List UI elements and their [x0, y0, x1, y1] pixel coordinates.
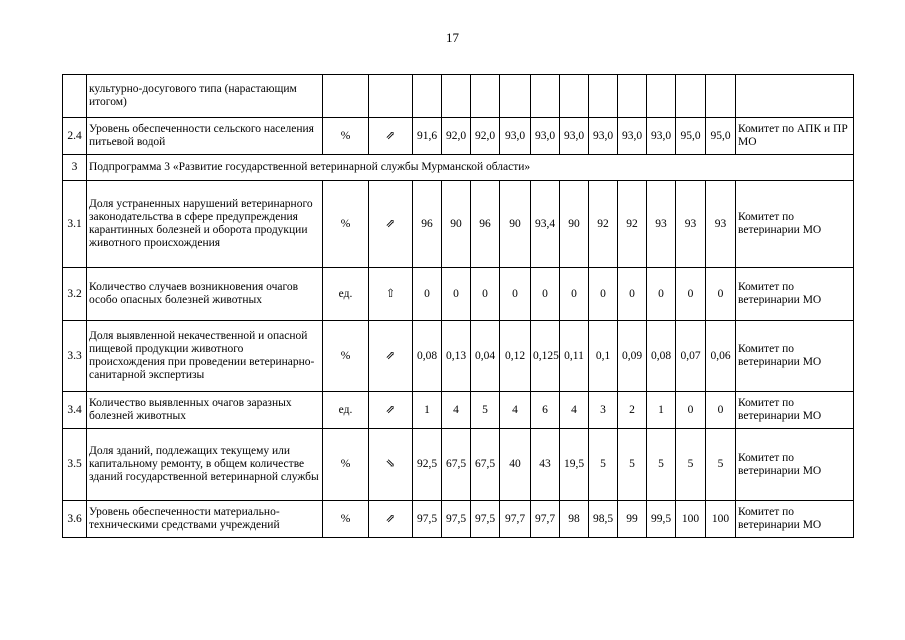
- value-cell: 5: [676, 429, 706, 501]
- value-cell: 40: [500, 429, 531, 501]
- value-cell: 0: [647, 268, 676, 321]
- value-cell: 0,07: [676, 321, 706, 392]
- value-cell: 93: [647, 181, 676, 268]
- value-cell: 95,0: [676, 118, 706, 155]
- value-cell: [618, 75, 647, 118]
- value-cell: 3: [589, 392, 618, 429]
- value-cell: 98,5: [589, 501, 618, 538]
- value-cell: 4: [560, 392, 589, 429]
- value-cell: 0,08: [647, 321, 676, 392]
- value-cell: 93,0: [647, 118, 676, 155]
- table-row: [63, 268, 854, 321]
- value-cell: 1: [413, 392, 442, 429]
- value-cell: 97,7: [531, 501, 560, 538]
- value-cell: 96: [413, 181, 442, 268]
- unit-cell: %: [323, 321, 369, 392]
- subprogram-title: Подпрограмма 3 «Развитие государственной ветеринарной службы Мурманской области»: [87, 155, 854, 181]
- table-row: [63, 429, 854, 501]
- unit-cell: %: [323, 501, 369, 538]
- value-cell: 0: [706, 392, 736, 429]
- value-cell: 92: [618, 181, 647, 268]
- responsible-cell: [736, 75, 854, 118]
- value-cell: 98: [560, 501, 589, 538]
- value-cell: 43: [531, 429, 560, 501]
- value-cell: 0,11: [560, 321, 589, 392]
- value-cell: 0,13: [442, 321, 471, 392]
- table-row: [63, 75, 854, 118]
- indicator-name: культурно-досугового типа (нарастающим итогом): [87, 75, 323, 118]
- value-cell: [676, 75, 706, 118]
- unit-cell: ед.: [323, 392, 369, 429]
- value-cell: 67,5: [442, 429, 471, 501]
- value-cell: 93,0: [618, 118, 647, 155]
- indicator-name: Доля зданий, подлежащих текущему или капитальному ремонту, в общем количестве зданий государственной ветеринарной службы: [87, 429, 323, 501]
- value-cell: 0: [560, 268, 589, 321]
- responsible-cell: Комитет по ветеринарии МО: [736, 268, 854, 321]
- value-cell: 0,08: [413, 321, 442, 392]
- value-cell: 0: [676, 392, 706, 429]
- value-cell: 5: [589, 429, 618, 501]
- value-cell: 93,0: [589, 118, 618, 155]
- responsible-cell: Комитет по ветеринарии МО: [736, 321, 854, 392]
- unit-cell: %: [323, 429, 369, 501]
- value-cell: 5: [471, 392, 500, 429]
- value-cell: 0,12: [500, 321, 531, 392]
- responsible-cell: Комитет по АПК и ПР МО: [736, 118, 854, 155]
- value-cell: 93,4: [531, 181, 560, 268]
- value-cell: 0,1: [589, 321, 618, 392]
- value-cell: 92,0: [442, 118, 471, 155]
- value-cell: 92: [589, 181, 618, 268]
- value-cell: 1: [647, 392, 676, 429]
- value-cell: [531, 75, 560, 118]
- row-number: [63, 75, 87, 118]
- row-number: 3.3: [63, 321, 87, 392]
- value-cell: [706, 75, 736, 118]
- value-cell: 0: [706, 268, 736, 321]
- value-cell: 95,0: [706, 118, 736, 155]
- value-cell: 93,0: [500, 118, 531, 155]
- subprogram-row: [63, 155, 854, 181]
- value-cell: 100: [706, 501, 736, 538]
- value-cell: 91,6: [413, 118, 442, 155]
- value-cell: 90: [500, 181, 531, 268]
- table-row: [63, 501, 854, 538]
- value-cell: 97,7: [500, 501, 531, 538]
- page-number: 17: [446, 30, 459, 45]
- row-number: 2.4: [63, 118, 87, 155]
- value-cell: 0,04: [471, 321, 500, 392]
- value-cell: 4: [442, 392, 471, 429]
- value-cell: 97,5: [471, 501, 500, 538]
- value-cell: 99,5: [647, 501, 676, 538]
- value-cell: 93,0: [560, 118, 589, 155]
- value-cell: 93: [706, 181, 736, 268]
- value-cell: [442, 75, 471, 118]
- responsible-cell: Комитет по ветеринарии МО: [736, 501, 854, 538]
- value-cell: 0: [589, 268, 618, 321]
- value-cell: 99: [618, 501, 647, 538]
- value-cell: 90: [442, 181, 471, 268]
- row-number: 3: [63, 155, 87, 181]
- value-cell: [413, 75, 442, 118]
- value-cell: 5: [647, 429, 676, 501]
- value-cell: 92,0: [471, 118, 500, 155]
- unit-cell: %: [323, 181, 369, 268]
- trend-arrow-icon: [369, 75, 413, 118]
- responsible-cell: Комитет по ветеринарии МО: [736, 181, 854, 268]
- value-cell: 0: [500, 268, 531, 321]
- value-cell: 19,5: [560, 429, 589, 501]
- unit-cell: ед.: [323, 268, 369, 321]
- value-cell: 97,5: [413, 501, 442, 538]
- value-cell: 0: [471, 268, 500, 321]
- unit-cell: %: [323, 118, 369, 155]
- indicators-table: [62, 74, 854, 538]
- trend-arrow-icon: ⇘: [369, 429, 413, 501]
- trend-arrow-icon: ⇗: [369, 321, 413, 392]
- table-row: [63, 118, 854, 155]
- trend-arrow-icon: ⇗: [369, 501, 413, 538]
- responsible-cell: Комитет по ветеринарии МО: [736, 392, 854, 429]
- value-cell: [500, 75, 531, 118]
- trend-arrow-icon: ⇧: [369, 268, 413, 321]
- table-row: [63, 392, 854, 429]
- value-cell: 0: [531, 268, 560, 321]
- value-cell: [471, 75, 500, 118]
- value-cell: 0: [413, 268, 442, 321]
- indicator-name: Уровень обеспеченности сельского населения питьевой водой: [87, 118, 323, 155]
- value-cell: 97,5: [442, 501, 471, 538]
- value-cell: 92,5: [413, 429, 442, 501]
- value-cell: 0,06: [706, 321, 736, 392]
- table-row: [63, 181, 854, 268]
- indicator-name: Доля устраненных нарушений ветеринарного законодательства в сфере предупреждения карантинных болезней и оборота продукции животного происхождения: [87, 181, 323, 268]
- trend-arrow-icon: ⇗: [369, 181, 413, 268]
- indicator-name: Количество случаев возникновения очагов особо опасных болезней животных: [87, 268, 323, 321]
- value-cell: 96: [471, 181, 500, 268]
- value-cell: 5: [706, 429, 736, 501]
- unit-cell: [323, 75, 369, 118]
- row-number: 3.5: [63, 429, 87, 501]
- indicator-name: Уровень обеспеченности материально-техническими средствами учреждений: [87, 501, 323, 538]
- value-cell: 0,09: [618, 321, 647, 392]
- indicator-name: Доля выявленной некачественной и опасной пищевой продукции животного происхождения при проведении ветеринарно-санитарной экспертизы: [87, 321, 323, 392]
- value-cell: 90: [560, 181, 589, 268]
- value-cell: 0: [442, 268, 471, 321]
- value-cell: 93: [676, 181, 706, 268]
- row-number: 3.4: [63, 392, 87, 429]
- table-row: [63, 321, 854, 392]
- value-cell: 0: [676, 268, 706, 321]
- trend-arrow-icon: ⇗: [369, 392, 413, 429]
- value-cell: 93,0: [531, 118, 560, 155]
- responsible-cell: Комитет по ветеринарии МО: [736, 429, 854, 501]
- indicator-name: Количество выявленных очагов заразных болезней животных: [87, 392, 323, 429]
- trend-arrow-icon: ⇗: [369, 118, 413, 155]
- value-cell: 0,125: [531, 321, 560, 392]
- value-cell: [589, 75, 618, 118]
- row-number: 3.2: [63, 268, 87, 321]
- row-number: 3.1: [63, 181, 87, 268]
- value-cell: 5: [618, 429, 647, 501]
- row-number: 3.6: [63, 501, 87, 538]
- value-cell: 2: [618, 392, 647, 429]
- value-cell: 67,5: [471, 429, 500, 501]
- value-cell: 4: [500, 392, 531, 429]
- value-cell: [647, 75, 676, 118]
- value-cell: 6: [531, 392, 560, 429]
- value-cell: 0: [618, 268, 647, 321]
- value-cell: [560, 75, 589, 118]
- value-cell: 100: [676, 501, 706, 538]
